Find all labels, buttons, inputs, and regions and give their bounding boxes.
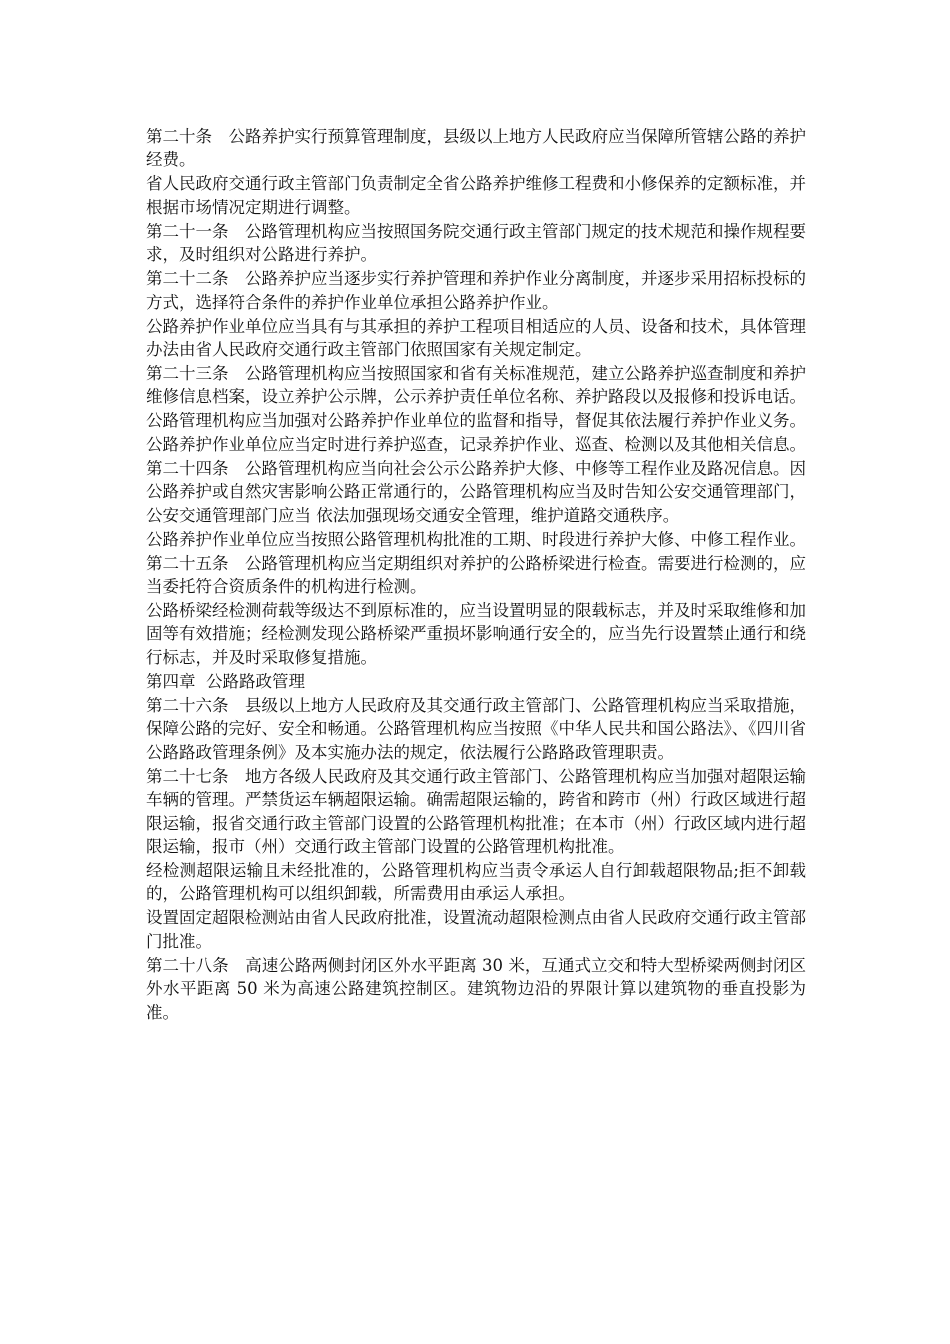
- paragraph-article-22-clause-2: 公路养护作业单位应当具有与其承担的养护工程项目相适应的人员、设备和技术，具体管理办法由省人民政府交通行政主管部门依照国家有关规定制定。: [146, 316, 806, 360]
- paragraph-article-20: 第二十条 公路养护实行预算管理制度，县级以上地方人民政府应当保障所管辖公路的养护经费。: [146, 127, 806, 170]
- paragraph-article-25: 第二十五条 公路管理机构应当定期组织对养护的公路桥梁进行检查。需要进行检测的，应当委托符合资质条件的机构进行检测。: [146, 553, 806, 597]
- paragraph-article-23-clause-2: 公路管理机构应当加强对公路养护作业单位的监督和指导，督促其依法履行养护作业义务。公路养护作业单位应当定时进行养护巡查，记录养护作业、巡查、检测以及其他相关信息。: [146, 411, 806, 454]
- document-page: [146, 125, 806, 1025]
- paragraph-article-27-clause-2: 经检测超限运输且未经批准的，公路管理机构应当责令承运人自行卸载超限物品;拒不卸载的，公路管理机构可以组织卸载，所需费用由承运人承担。: [146, 860, 806, 904]
- paragraph-article-24: 第二十四条 公路管理机构应当向社会公示公路养护大修、中修等工程作业及路况信息。因公路养护或自然灾害影响公路正常通行的，公路管理机构应当及时告知公安交通管理部门，公安交通管理部门应当 依法加强现场交通安全管理，维护道路交通秩序。: [146, 458, 806, 525]
- chapter-heading: 第四章 公路路政管理: [146, 671, 305, 691]
- paragraph-article-27: 第二十七条 地方各级人民政府及其交通行政主管部门、公路管理机构应当加强对超限运输车辆的管理。严禁货运车辆超限运输。确需超限运输的，跨省和跨市（州）行政区域进行超限运输，报省交通行政主管部门设置的公路管理机构批准；在本市（州）行政区域内进行超限运输，报市（州）交通行政主管部门设置的公路管理机构批准。: [146, 766, 806, 856]
- paragraph-article-28: 第二十八条 高速公路两侧封闭区外水平距离 30 米，互通式立交和特大型桥梁两侧封闭区外水平距离 50 米为高速公路建筑控制区。建筑物边沿的界限计算以建筑物的垂直投影为准。: [146, 955, 806, 1022]
- paragraph-article-23: 第二十三条 公路管理机构应当按照国家和省有关标准规范，建立公路养护巡查制度和养护维修信息档案，设立养护公示牌，公示养护责任单位名称、养护路段以及报修和投诉电话。: [146, 364, 806, 407]
- paragraph-article-26: 第二十六条 县级以上地方人民政府及其交通行政主管部门、公路管理机构应当采取措施，保障公路的完好、安全和畅通。公路管理机构应当按照《中华人民共和国公路法》、《四川省公路路政管理条例》及本实施办法的规定，依法履行公路路政管理职责。: [146, 695, 806, 762]
- paragraph-article-22: 第二十二条 公路养护应当逐步实行养护管理和养护作业分离制度，并逐步采用招标投标的方式，选择符合条件的养护作业单位承担公路养护作业。: [146, 269, 806, 312]
- paragraph-article-27-clause-3: 设置固定超限检测站由省人民政府批准，设置流动超限检测点由省人民政府交通行政主管部门批准。: [146, 908, 806, 951]
- paragraph-article-25-clause-2: 公路桥梁经检测荷载等级达不到原标准的，应当设置明显的限载标志，并及时采取维修和加固等有效措施；经检测发现公路桥梁严重损坏影响通行安全的，应当先行设置禁止通行和绕行标志，并及时采取修复措施。: [146, 601, 806, 667]
- paragraph-article-20-clause-2: 省人民政府交通行政主管部门负责制定全省公路养护维修工程费和小修保养的定额标准，并根据市场情况定期进行调整。: [146, 174, 806, 217]
- paragraph-article-24-clause-2: 公路养护作业单位应当按照公路管理机构批准的工期、时段进行养护大修、中修工程作业。: [146, 529, 806, 549]
- paragraph-article-21: 第二十一条 公路管理机构应当按照国务院交通行政主管部门规定的技术规范和操作规程要求，及时组织对公路进行养护。: [146, 221, 806, 265]
